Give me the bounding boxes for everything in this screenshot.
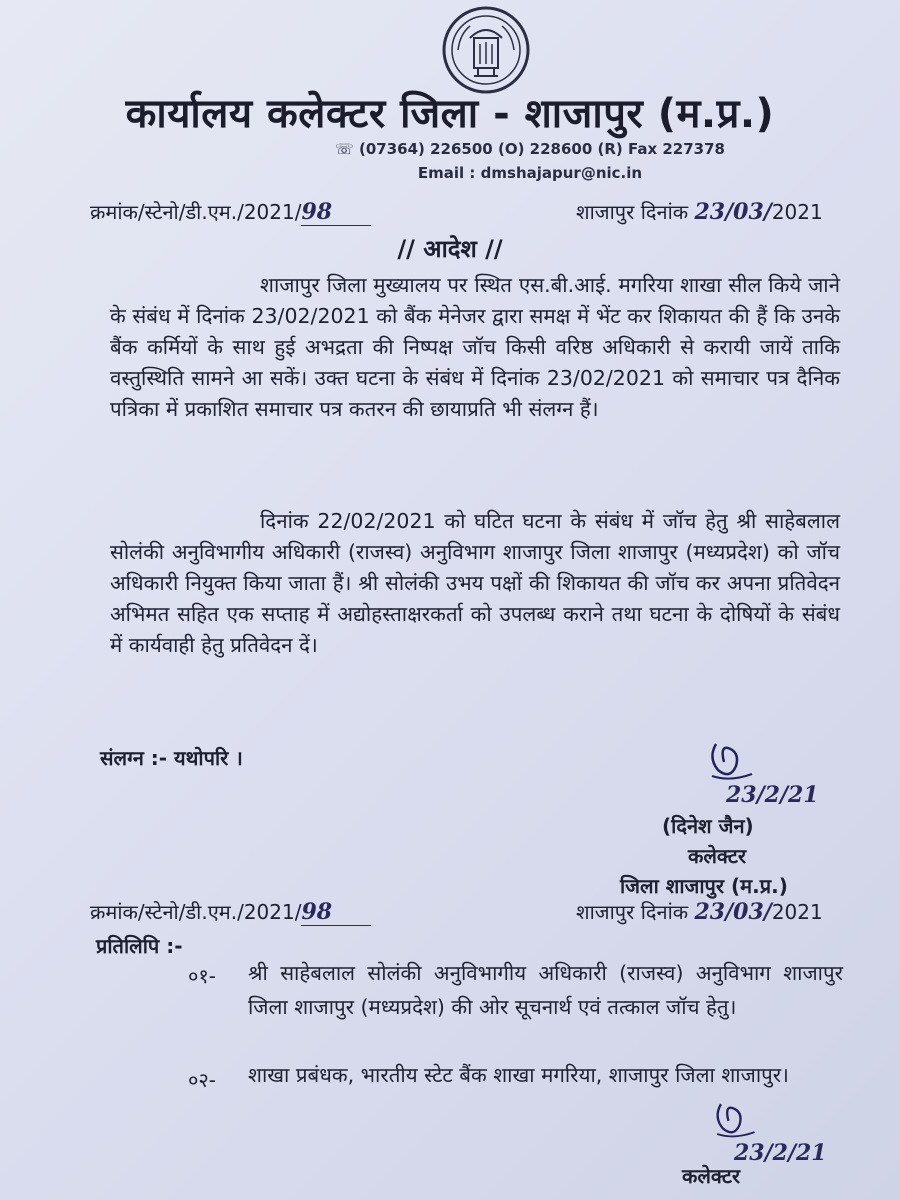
- copy-item-1-number: ०१-: [188, 964, 217, 988]
- signature-2-date: 23/2/21: [734, 1140, 827, 1166]
- date-prefix: शाजापुर दिनांक: [576, 200, 689, 224]
- copy-item-2-text: शाखा प्रबंधक, भारतीय स्टेट बैंक शाखा मगरिया, शाजापुर जिला शाजापुर।: [248, 1063, 789, 1087]
- copy-reference-number-line: [90, 898, 371, 926]
- order-heading: // आदेश //: [397, 235, 503, 263]
- office-title: कार्यालय कलेक्टर जिला - शाजापुर (म.प्र.): [125, 91, 775, 137]
- contact-email: Email : dmshajapur@nic.in: [417, 164, 643, 182]
- handwritten-date: 23/03/: [694, 199, 772, 225]
- copy-reference-number: 98: [301, 899, 333, 925]
- order-date-line: [576, 198, 823, 225]
- reference-number: 98: [301, 199, 333, 225]
- collector-designation: कलेक्टर: [688, 844, 747, 868]
- copy-date-line: [576, 898, 823, 925]
- copy-date-year: 2021: [771, 900, 823, 924]
- copy-item-1-text: श्री साहेबलाल सोलंकी अनुविभागीय अधिकारी (राजस्व) अनुविभाग शाजापुर जिला शाजापुर (मध्यप्रदेश) की ओर सूचनार्थ एवं तत्काल जॉच हेतु।: [248, 961, 843, 1019]
- signature-1-date: 23/2/21: [726, 782, 819, 808]
- contact-phone: ☏ (07364) 226500 (O) 228600 (R) Fax 227378: [335, 140, 725, 158]
- order-paragraph-2: दिनांक 22/02/2021 को घटित घटना के संबंध में जॉच हेतु श्री साहेबलाल सोलंकी अनुविभागीय अधिकारी (राजस्व) अनुविभाग शाजापुर जिला शाजापुर (मध्यप्रदेश) को जॉच अधिकारी नियुक्त किया जाता हैं। श्री सोलंकी उभय पक्षों की शिकायत की जॉच कर अपना प्रतिवेदन अभिमत सहित एक सप्ताह में अद्योहस्ताक्षरकर्ता को उपलब्ध कराने तथा घटना के दोषियों के संबंध में कार्यवाही हेतु प्रतिवेदन दें।: [110, 509, 840, 657]
- reference-prefix: क्रमांक/स्टेनो/डी.एम./2021/: [90, 200, 302, 224]
- collector-signature-2: [706, 1096, 762, 1144]
- enclosure-note: संलग्न :- यथोपरि ।: [100, 746, 243, 770]
- collector-name: (दिनेश जैन): [662, 814, 754, 838]
- copy-reference-prefix: क्रमांक/स्टेनो/डी.एम./2021/: [90, 900, 302, 924]
- reference-number-line: [90, 198, 371, 226]
- signature-2-designation: कलेक्टर: [682, 1164, 741, 1188]
- collector-signature-1: [700, 736, 760, 786]
- copy-date-prefix: शाजापुर दिनांक: [576, 900, 689, 924]
- state-emblem-seal: [440, 4, 532, 96]
- copy-item-2-number: ०२-: [188, 1068, 217, 1092]
- date-year: 2021: [771, 200, 823, 224]
- copy-handwritten-date: 23/03/: [694, 899, 772, 925]
- collector-district: जिला शाजापुर (म.प्र.): [620, 874, 788, 898]
- copy-heading: प्रतिलिपि :-: [96, 934, 183, 958]
- order-paragraph-1: शाजापुर जिला मुख्यालय पर स्थित एस.बी.आई. मगरिया शाखा सील किये जाने के संबंध में दिनांक 23/02/2021 को बैंक मेनेजर द्वारा समक्ष में भेंट कर शिकायत की हैं कि उनके बैंक कर्मियों के साथ हुई अभद्रता की निष्पक्ष जॉच किसी वरिष्ठ अधिकारी से करायी जायें ताकि वस्तुस्थिति सामने आ सकें। उक्त घटना के संबंध में दिनांक 23/02/2021 को समाचार पत्र दैनिक पत्रिका में प्रकाशित समाचार पत्र कतरन की छायाप्रति भी संलग्न हैं।: [110, 273, 840, 421]
